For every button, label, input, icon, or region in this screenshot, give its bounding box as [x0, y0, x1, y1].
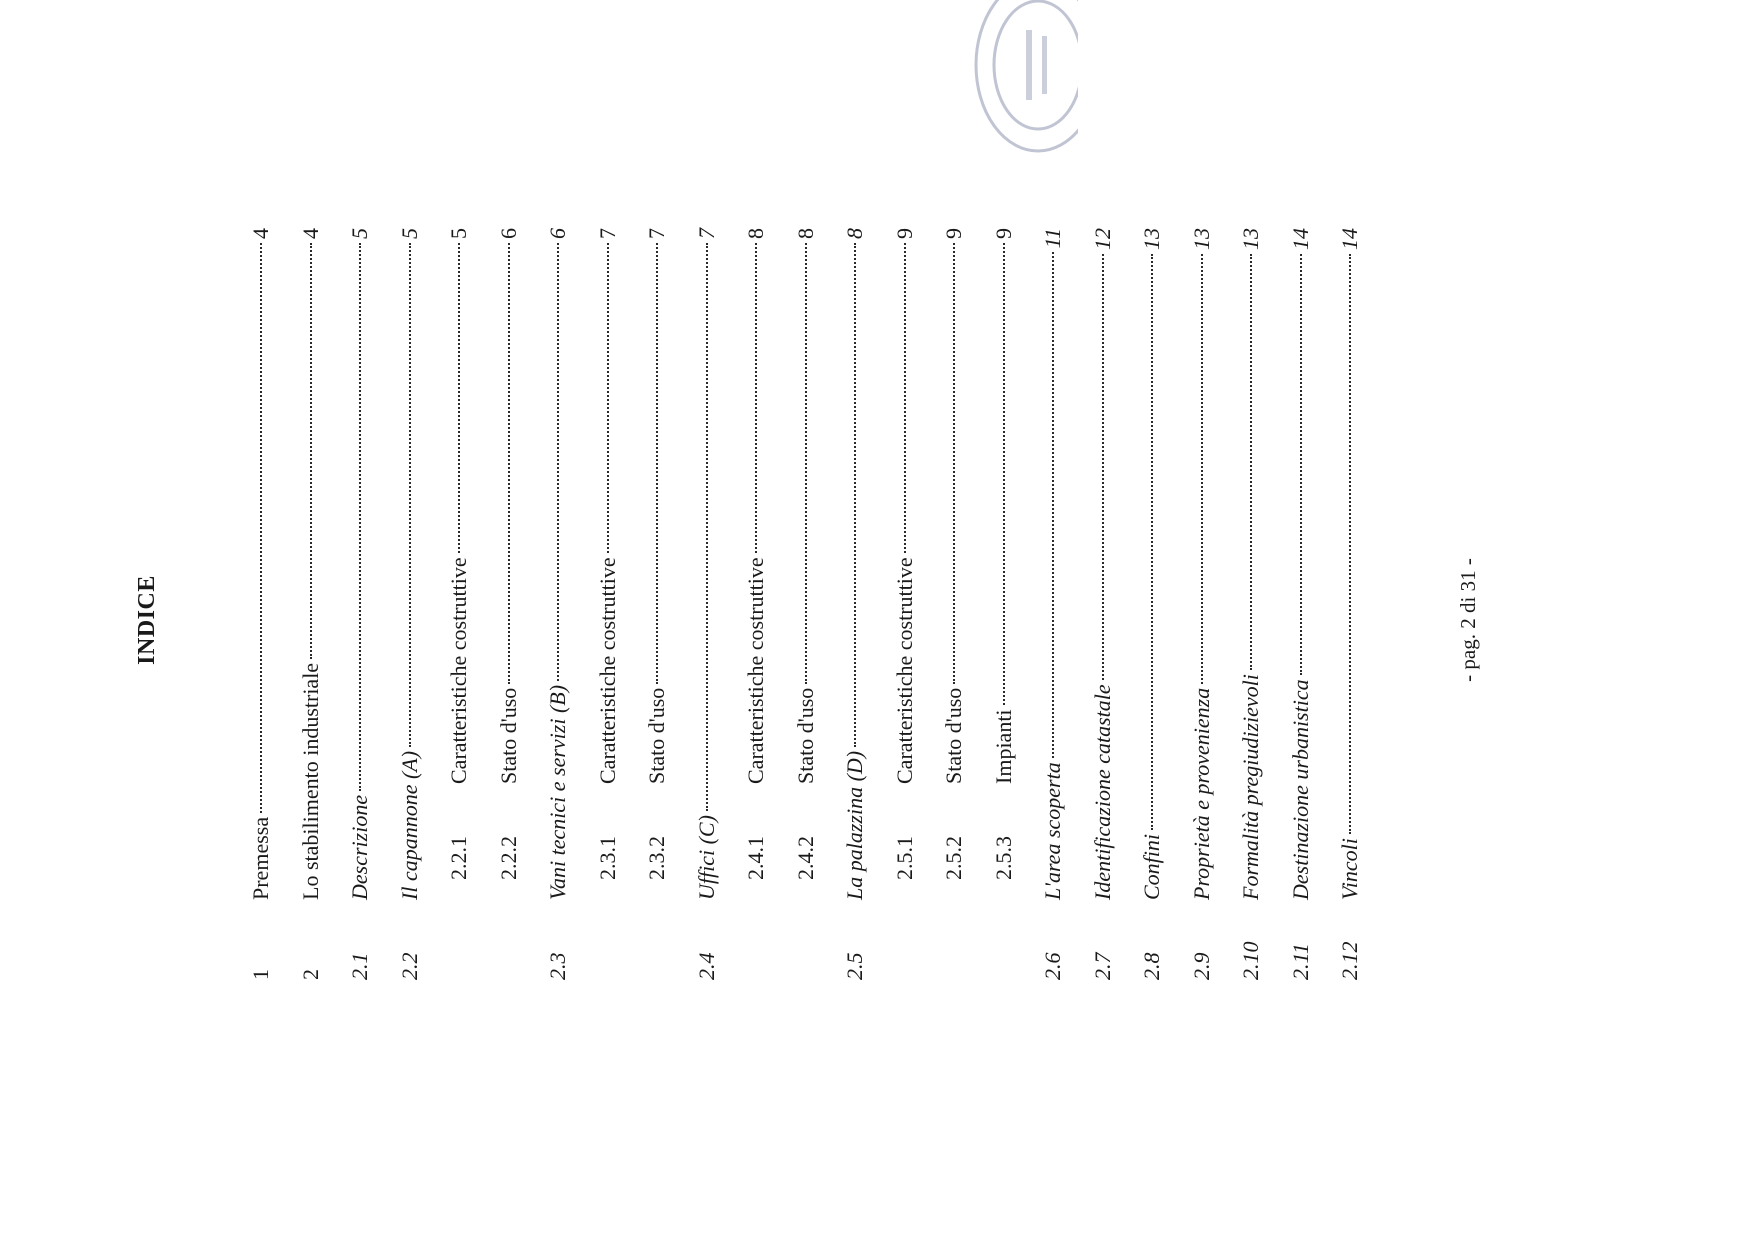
toc-entry-line — [840, 228, 870, 900]
toc-entry-title: Caratteristiche costruttive — [446, 557, 471, 784]
dot-leader — [1201, 254, 1203, 684]
toc-entry-page-number: 13 — [1238, 228, 1263, 250]
toc-entry — [593, 228, 623, 980]
toc-entry-line — [791, 228, 821, 784]
toc-entry-page-number: 7 — [644, 228, 669, 239]
dot-leader — [854, 243, 856, 747]
dot-leader — [260, 243, 262, 813]
toc-entry-page-number: 11 — [1040, 228, 1065, 249]
toc-entry — [642, 228, 672, 980]
toc-entry — [1286, 228, 1316, 980]
toc-entry-number: 2.4.1 — [743, 836, 768, 880]
toc-entry-title: Caratteristiche costruttive — [743, 557, 768, 784]
toc-entry — [1236, 228, 1266, 980]
toc-entry-title: Il capannone (A) — [396, 750, 422, 900]
toc-entry-title: Stato d'uso — [495, 687, 521, 784]
toc-entry-page-number: 6 — [545, 228, 570, 239]
toc-entry-line — [395, 228, 425, 900]
dot-leader — [310, 243, 312, 659]
toc-entry-title: Stato d'uso — [792, 687, 818, 784]
toc-entry-page-number: 9 — [941, 228, 966, 239]
toc-entry — [246, 228, 276, 980]
toc-entry — [1335, 228, 1365, 980]
toc-entry-title: Caratteristiche costruttive — [891, 557, 917, 784]
dot-leader — [607, 243, 609, 553]
toc-entry-title: Uffici (C) — [693, 815, 719, 900]
dot-leader — [805, 243, 807, 684]
toc-entry-title: Formalità pregiudizievoli — [1238, 674, 1263, 900]
toc-entry-number: 2.2.2 — [495, 836, 521, 880]
toc-entry-number: 2.1 — [347, 952, 372, 980]
toc-entry-line — [989, 228, 1019, 784]
toc-entry-line — [1088, 228, 1118, 900]
toc-entry-line — [296, 228, 326, 900]
toc-entry — [1088, 228, 1118, 980]
toc-entry — [890, 228, 920, 980]
toc-entry — [692, 228, 722, 980]
toc-entry-line — [741, 228, 771, 784]
toc-entry-title: Stato d'uso — [941, 687, 966, 784]
toc-entry — [1187, 228, 1217, 980]
dot-leader — [755, 243, 757, 553]
toc-entry-title: Identificazione catastale — [1089, 684, 1115, 900]
toc-entry-line — [1335, 228, 1365, 900]
toc-entry-line — [345, 228, 375, 900]
toc-entry-number: 2.7 — [1089, 952, 1115, 980]
toc-entry — [345, 228, 375, 980]
toc-entry-page-number: 14 — [1337, 228, 1362, 250]
dot-leader — [1052, 252, 1054, 758]
toc-entry-number: 2.3.2 — [644, 836, 669, 880]
dot-leader — [1250, 254, 1252, 670]
toc-entry-title: La palazzina (D) — [842, 750, 867, 900]
page-title: INDICE — [134, 575, 160, 665]
toc-entry-page-number: 5 — [347, 228, 372, 239]
toc-entry — [791, 228, 821, 980]
dot-leader — [1151, 254, 1153, 830]
toc-entry-line — [692, 228, 722, 900]
toc-entry-line — [1137, 228, 1167, 900]
toc-entry-page-number: 8 — [792, 228, 818, 239]
toc-entry-line — [1187, 228, 1217, 900]
toc-entry-line — [642, 228, 672, 784]
toc-entry-title: Vani tecnici e servizi (B) — [545, 684, 570, 900]
toc-entry-title: Lo stabilimento industriale — [297, 662, 323, 900]
toc-entry-title: Proprietà e provenienza — [1188, 687, 1214, 900]
toc-entry-number: 2.3 — [545, 952, 570, 980]
toc-entry — [543, 228, 573, 980]
toc-entry — [1038, 228, 1068, 980]
toc-entry-line — [593, 228, 623, 784]
toc-entry-page-number: 7 — [693, 228, 719, 239]
toc-entry — [395, 228, 425, 980]
toc-entry-page-number: 8 — [842, 228, 867, 239]
toc-entry — [444, 228, 474, 980]
toc-entry-number: 2.5.2 — [941, 836, 966, 880]
toc-entry-number: 2.6 — [1040, 952, 1065, 980]
toc-entry-line — [1286, 228, 1316, 900]
dot-leader — [904, 243, 906, 553]
toc-entry-line — [1236, 228, 1266, 900]
toc-entry-line — [444, 228, 474, 784]
toc-entry-number: 1 — [248, 969, 273, 980]
toc-entry-line — [890, 228, 920, 784]
toc-entry — [939, 228, 969, 980]
toc-entry-title: Vincoli — [1337, 838, 1362, 900]
toc-entry-page-number: 5 — [446, 228, 471, 239]
toc-entry-number: 2.8 — [1139, 952, 1164, 980]
toc-entry — [296, 228, 326, 980]
toc-entry-page-number: 9 — [891, 228, 917, 239]
toc-entry-page-number: 4 — [248, 228, 273, 239]
page-footer: - pag. 2 di 31 - — [1456, 558, 1480, 682]
toc-entry-page-number: 12 — [1089, 228, 1115, 250]
dot-leader — [409, 243, 411, 747]
toc-entry-number: 2.5 — [842, 952, 867, 980]
dot-leader — [458, 243, 460, 553]
toc-entry-page-number: 8 — [743, 228, 768, 239]
toc-entry-page-number: 13 — [1139, 228, 1164, 250]
dot-leader — [1300, 254, 1302, 675]
toc-entry-title: Confini — [1139, 833, 1164, 900]
toc-entry-page-number: 9 — [990, 228, 1016, 239]
toc-entry-number: 2.4.2 — [792, 836, 818, 880]
toc-entry-page-number: 6 — [495, 228, 521, 239]
toc-entry-number: 2.3.1 — [594, 836, 620, 880]
toc-entry-title: Impianti — [990, 709, 1016, 784]
toc-entry-title: L'area scoperta — [1040, 762, 1065, 900]
toc-entry-line — [939, 228, 969, 784]
toc-entry-page-number: 14 — [1287, 228, 1313, 250]
dot-leader — [508, 243, 510, 684]
toc-entry — [741, 228, 771, 980]
toc-entry-page-number: 5 — [396, 228, 422, 239]
stamp-seal — [968, 0, 1078, 160]
dot-leader — [359, 243, 361, 791]
toc-entry-number: 2.2.1 — [446, 836, 471, 880]
toc-entry-number: 2.4 — [693, 952, 719, 980]
dot-leader — [557, 243, 559, 681]
toc-entry-page-number: 4 — [297, 228, 323, 239]
toc-entry-title: Premessa — [248, 816, 273, 900]
toc-entry-title: Stato d'uso — [644, 687, 669, 784]
dot-leader — [1003, 243, 1005, 705]
toc-entry-number: 2.5.1 — [891, 836, 917, 880]
dot-leader — [953, 243, 955, 684]
toc-entry-number: 2.9 — [1188, 952, 1214, 980]
toc-entry-line — [543, 228, 573, 900]
toc-entry — [1137, 228, 1167, 980]
toc-entry-number: 2.12 — [1337, 941, 1362, 980]
toc-entry-number: 2.2 — [396, 952, 422, 980]
toc-entry-line — [246, 228, 276, 900]
toc-entry-line — [1038, 228, 1068, 900]
toc-entry-line — [494, 228, 524, 784]
toc-entry — [989, 228, 1019, 980]
toc-entry-page-number: 13 — [1188, 228, 1214, 250]
toc-entry-title: Caratteristiche costruttive — [594, 557, 620, 784]
toc-entry-title: Destinazione urbanistica — [1287, 679, 1313, 900]
toc-entry — [840, 228, 870, 980]
dot-leader — [1349, 254, 1351, 834]
toc-entry-number: 2.5.3 — [990, 836, 1016, 880]
toc-entry-title: Descrizione — [347, 794, 372, 900]
dot-leader — [1102, 254, 1104, 680]
dot-leader — [656, 243, 658, 684]
toc-entry-number: 2.10 — [1238, 941, 1263, 980]
toc-entry-number: 2 — [297, 969, 323, 980]
toc-entry-page-number: 7 — [594, 228, 620, 239]
toc-entry — [494, 228, 524, 980]
toc-entry-number: 2.11 — [1287, 943, 1313, 980]
dot-leader — [706, 243, 708, 811]
